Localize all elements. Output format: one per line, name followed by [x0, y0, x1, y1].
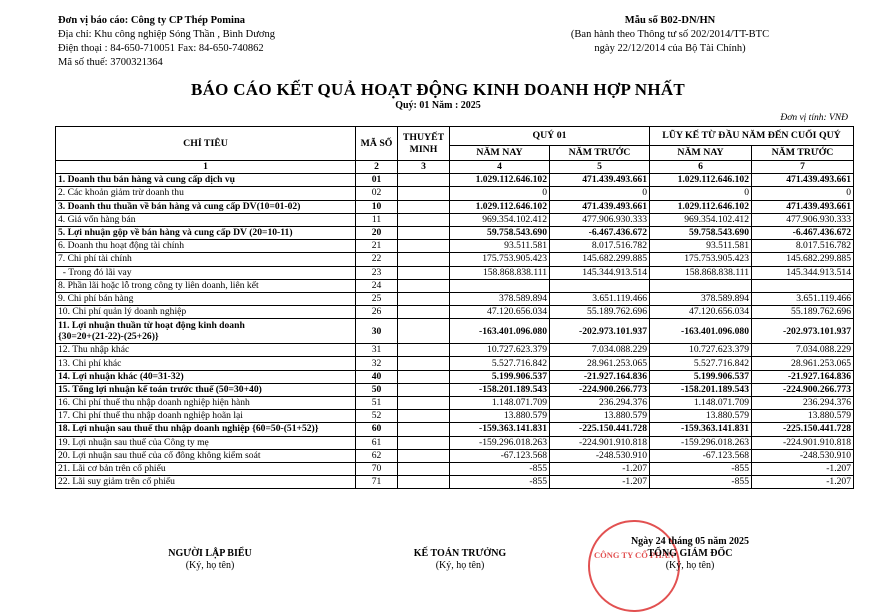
- row-ytd-previous: 145.682.299.885: [752, 253, 854, 266]
- table-row: [56, 187, 854, 200]
- row-quarter-current: 158.868.838.111: [450, 266, 550, 279]
- row-quarter-current: 1.148.071.709: [450, 397, 550, 410]
- row-note: [398, 476, 450, 489]
- row-ytd-current: 969.354.102.412: [650, 213, 752, 226]
- table-row: [56, 397, 854, 410]
- header-quy: QUÝ 01: [450, 127, 650, 146]
- row-code: 24: [356, 279, 398, 292]
- row-quarter-current: 1.029.112.646.102: [450, 174, 550, 187]
- report-title: BÁO CÁO KẾT QUẢ HOẠT ĐỘNG KINH DOANH HỢP NHẤT: [190, 80, 686, 99]
- row-ytd-previous: 8.017.516.782: [752, 240, 854, 253]
- row-ytd-current: 5.527.716.842: [650, 357, 752, 370]
- row-label: 12. Thu nhập khác: [56, 344, 356, 357]
- row-code: 31: [356, 344, 398, 357]
- row-quarter-current: -158.201.189.543: [450, 383, 550, 396]
- row-note: [398, 306, 450, 319]
- row-quarter-previous: -1.207: [550, 476, 650, 489]
- row-quarter-current: 47.120.656.034: [450, 306, 550, 319]
- row-ytd-previous: 236.294.376: [752, 397, 854, 410]
- table-row: [56, 253, 854, 266]
- row-ytd-previous: 471.439.493.661: [752, 200, 854, 213]
- row-quarter-current: 59.758.543.690: [450, 226, 550, 239]
- row-ytd-previous: -202.973.101.937: [752, 319, 854, 344]
- form-regulation-date: ngày 22/12/2014 của Bộ Tài Chính): [594, 43, 746, 54]
- row-quarter-previous: 236.294.376: [550, 397, 650, 410]
- row-note: [398, 292, 450, 305]
- row-note: [398, 266, 450, 279]
- row-ytd-previous: 471.439.493.661: [752, 174, 854, 187]
- row-ytd-current: 378.589.894: [650, 292, 752, 305]
- row-code: 21: [356, 240, 398, 253]
- row-quarter-current: 93.511.581: [450, 240, 550, 253]
- row-label: 1. Doanh thu bán hàng và cung cấp dịch vụ: [56, 174, 356, 187]
- table-row: [56, 383, 854, 396]
- col-index: 3: [398, 161, 450, 174]
- row-quarter-previous: -1.207: [550, 462, 650, 475]
- row-quarter-previous: 471.439.493.661: [550, 174, 650, 187]
- row-quarter-previous: 7.034.088.229: [550, 344, 650, 357]
- director-signature: [600, 536, 780, 572]
- row-label: 22. Lãi suy giảm trên cổ phiếu: [56, 476, 356, 489]
- table-row: [56, 279, 854, 292]
- row-note: [398, 383, 450, 396]
- row-code: 70: [356, 462, 398, 475]
- row-code: 10: [356, 200, 398, 213]
- company-address: Địa chỉ: Khu công nghiệp Sóng Thần , Bình Dương: [58, 29, 275, 40]
- row-quarter-previous: 13.880.579: [550, 410, 650, 423]
- row-label: [56, 319, 356, 344]
- table-row: [56, 266, 854, 279]
- row-ytd-current: 59.758.543.690: [650, 226, 752, 239]
- row-quarter-previous: 145.344.913.514: [550, 266, 650, 279]
- director-title: TỔNG GIÁM ĐỐC: [647, 548, 733, 559]
- preparer-note: (Ký, họ tên): [185, 560, 235, 571]
- row-label: - Trong đó lãi vay: [56, 266, 356, 279]
- row-label-line: 11. Lợi nhuận thuần từ hoạt động kinh doanh: [58, 319, 245, 331]
- row-code: 20: [356, 226, 398, 239]
- row-label: 4. Giá vốn hàng bán: [56, 213, 356, 226]
- row-quarter-previous: -248.530.910: [550, 449, 650, 462]
- row-ytd-previous: 55.189.762.696: [752, 306, 854, 319]
- row-note: [398, 436, 450, 449]
- row-ytd-previous: 13.880.579: [752, 410, 854, 423]
- row-quarter-previous: [550, 279, 650, 292]
- row-label: 10. Chi phí quản lý doanh nghiệp: [56, 306, 356, 319]
- row-label: 17. Chi phí thuế thu nhập doanh nghiệp hoãn lại: [56, 410, 356, 423]
- row-code: 60: [356, 423, 398, 436]
- table-row: [56, 174, 854, 187]
- row-label-formula: {30=20+(21-22)-(25+26)}: [58, 331, 159, 343]
- table-row: [56, 410, 854, 423]
- table-row: [56, 476, 854, 489]
- row-label: 19. Lợi nhuận sau thuế của Công ty mẹ: [56, 436, 356, 449]
- director-note: (Ký, họ tên): [665, 560, 715, 571]
- table-row: [56, 292, 854, 305]
- row-note: [398, 187, 450, 200]
- income-statement-table: [55, 126, 854, 489]
- row-label: 20. Lợi nhuận sau thuế của cổ đông không kiểm soát: [56, 449, 356, 462]
- row-ytd-current: -159.296.018.263: [650, 436, 752, 449]
- signature-date: Ngày 24 tháng 05 năm 2025: [630, 536, 750, 547]
- row-ytd-previous: [752, 279, 854, 292]
- row-ytd-previous: -224.901.910.818: [752, 436, 854, 449]
- row-quarter-previous: 3.651.119.466: [550, 292, 650, 305]
- row-quarter-previous: -6.467.436.672: [550, 226, 650, 239]
- row-quarter-current: 378.589.894: [450, 292, 550, 305]
- accountant-note: (Ký, họ tên): [435, 560, 485, 571]
- col-index: 1: [56, 161, 356, 174]
- header-thuyet-minh: THUYẾT MINH: [398, 127, 450, 161]
- row-ytd-current: -855: [650, 476, 752, 489]
- form-number: Mẫu số B02-DN/HN: [624, 15, 716, 26]
- row-code: 01: [356, 174, 398, 187]
- row-ytd-current: 1.029.112.646.102: [650, 174, 752, 187]
- col-index: 4: [450, 161, 550, 174]
- row-label: 14. Lợi nhuận khác (40=31-32): [56, 370, 356, 383]
- col-index: 7: [752, 161, 854, 174]
- col-index: 2: [356, 161, 398, 174]
- row-ytd-previous: -224.900.266.773: [752, 383, 854, 396]
- row-quarter-previous: -202.973.101.937: [550, 319, 650, 344]
- row-code: 62: [356, 449, 398, 462]
- header-chi-tieu: CHỈ TIÊU: [56, 127, 356, 161]
- company-info: [58, 14, 275, 70]
- row-ytd-previous: 7.034.088.229: [752, 344, 854, 357]
- row-note: [398, 370, 450, 383]
- row-quarter-previous: 0: [550, 187, 650, 200]
- row-ytd-previous: 0: [752, 187, 854, 200]
- row-label: 18. Lợi nhuận sau thuế thu nhập doanh nghiệp {60=50-(51+52)}: [56, 423, 356, 436]
- row-ytd-current: [650, 279, 752, 292]
- row-note: [398, 423, 450, 436]
- row-label: 21. Lãi cơ bản trên cổ phiếu: [56, 462, 356, 475]
- row-quarter-current: -67.123.568: [450, 449, 550, 462]
- row-note: [398, 449, 450, 462]
- row-code: 26: [356, 306, 398, 319]
- row-note: [398, 344, 450, 357]
- accountant-title: KẾ TOÁN TRƯỞNG: [413, 548, 507, 559]
- row-code: 22: [356, 253, 398, 266]
- row-code: 40: [356, 370, 398, 383]
- header-y-nam-truoc: NĂM TRƯỚC: [752, 146, 854, 161]
- company-phone: Điện thoại : 84-650-710051 Fax: 84-650-740862: [58, 43, 264, 54]
- row-label: 15. Tổng lợi nhuận kế toán trước thuế (50=30+40): [56, 383, 356, 396]
- row-ytd-current: 158.868.838.111: [650, 266, 752, 279]
- row-label: 8. Phần lãi hoặc lỗ trong công ty liên doanh, liên kết: [56, 279, 356, 292]
- company-tax-code: Mã số thuế: 3700321364: [58, 57, 163, 68]
- table-row: [56, 306, 854, 319]
- row-label: 5. Lợi nhuận gộp về bán hàng và cung cấp DV (20=10-11): [56, 226, 356, 239]
- row-label: 7. Chi phí tài chính: [56, 253, 356, 266]
- accountant-signature: [390, 548, 530, 572]
- row-code: 30: [356, 319, 398, 344]
- row-quarter-previous: -224.900.266.773: [550, 383, 650, 396]
- table-row: [56, 226, 854, 239]
- preparer-title: NGƯỜI LẬP BIỂU: [168, 548, 252, 559]
- row-quarter-current: -159.363.141.831: [450, 423, 550, 436]
- row-note: [398, 319, 450, 344]
- row-code: 61: [356, 436, 398, 449]
- row-ytd-previous: -225.150.441.728: [752, 423, 854, 436]
- row-ytd-previous: -1.207: [752, 476, 854, 489]
- report-period: Quý: 01 Năm : 2025: [395, 100, 481, 111]
- table-row: [56, 462, 854, 475]
- table-row: [56, 357, 854, 370]
- row-ytd-current: -159.363.141.831: [650, 423, 752, 436]
- row-label: 13. Chi phí khác: [56, 357, 356, 370]
- row-ytd-previous: -6.467.436.672: [752, 226, 854, 239]
- table-row: [56, 240, 854, 253]
- row-note: [398, 240, 450, 253]
- form-regulation: (Ban hành theo Thông tư số 202/2014/TT-BTC: [570, 29, 770, 40]
- row-label: 3. Doanh thu thuần về bán hàng và cung cấp DV(10=01-02): [56, 200, 356, 213]
- row-quarter-current: 175.753.905.423: [450, 253, 550, 266]
- table-row: [56, 344, 854, 357]
- row-quarter-current: 0: [450, 187, 550, 200]
- row-note: [398, 279, 450, 292]
- currency-unit: Đơn vị tính: VNĐ: [780, 113, 848, 123]
- row-code: 52: [356, 410, 398, 423]
- row-quarter-current: -159.296.018.263: [450, 436, 550, 449]
- header-luy-ke: LŨY KẾ TỪ ĐẦU NĂM ĐẾN CUỐI QUÝ: [650, 127, 854, 146]
- row-quarter-current: 5.527.716.842: [450, 357, 550, 370]
- row-ytd-previous: 145.344.913.514: [752, 266, 854, 279]
- row-ytd-current: -855: [650, 462, 752, 475]
- row-note: [398, 200, 450, 213]
- row-code: 25: [356, 292, 398, 305]
- table-row: [56, 423, 854, 436]
- row-ytd-current: -67.123.568: [650, 449, 752, 462]
- row-label: 6. Doanh thu hoạt động tài chính: [56, 240, 356, 253]
- row-ytd-current: 93.511.581: [650, 240, 752, 253]
- row-quarter-current: 969.354.102.412: [450, 213, 550, 226]
- table-row: [56, 213, 854, 226]
- row-quarter-previous: 471.439.493.661: [550, 200, 650, 213]
- header-y-nam-nay: NĂM NAY: [650, 146, 752, 161]
- row-label: 16. Chi phí thuế thu nhập doanh nghiệp hiện hành: [56, 397, 356, 410]
- row-quarter-previous: 8.017.516.782: [550, 240, 650, 253]
- row-ytd-current: 1.148.071.709: [650, 397, 752, 410]
- row-quarter-current: -855: [450, 462, 550, 475]
- row-quarter-previous: 28.961.253.065: [550, 357, 650, 370]
- table-row: [56, 200, 854, 213]
- row-note: [398, 357, 450, 370]
- row-ytd-previous: -1.207: [752, 462, 854, 475]
- row-ytd-previous: 28.961.253.065: [752, 357, 854, 370]
- row-ytd-current: 1.029.112.646.102: [650, 200, 752, 213]
- table-row: [56, 319, 854, 344]
- row-ytd-previous: -248.530.910: [752, 449, 854, 462]
- row-label: 9. Chi phí bán hàng: [56, 292, 356, 305]
- row-quarter-previous: -21.927.164.836: [550, 370, 650, 383]
- table-body: [56, 174, 854, 489]
- row-code: 32: [356, 357, 398, 370]
- row-ytd-current: -163.401.096.080: [650, 319, 752, 344]
- row-quarter-previous: 145.682.299.885: [550, 253, 650, 266]
- row-ytd-current: 10.727.623.379: [650, 344, 752, 357]
- row-quarter-current: 5.199.906.537: [450, 370, 550, 383]
- row-ytd-current: 0: [650, 187, 752, 200]
- row-ytd-previous: 477.906.930.333: [752, 213, 854, 226]
- row-quarter-current: 1.029.112.646.102: [450, 200, 550, 213]
- row-quarter-current: [450, 279, 550, 292]
- form-info: [520, 14, 820, 56]
- row-ytd-current: 47.120.656.034: [650, 306, 752, 319]
- row-code: 71: [356, 476, 398, 489]
- table-row: [56, 449, 854, 462]
- row-quarter-current: 10.727.623.379: [450, 344, 550, 357]
- col-index: 6: [650, 161, 752, 174]
- row-quarter-previous: -224.901.910.818: [550, 436, 650, 449]
- row-ytd-current: 13.880.579: [650, 410, 752, 423]
- header-ma-so: MÃ SỐ: [356, 127, 398, 161]
- row-quarter-current: -163.401.096.080: [450, 319, 550, 344]
- row-note: [398, 253, 450, 266]
- table-row: [56, 370, 854, 383]
- row-note: [398, 410, 450, 423]
- row-code: 51: [356, 397, 398, 410]
- row-code: 50: [356, 383, 398, 396]
- company-name: Đơn vị báo cáo: Công ty CP Thép Pomina: [58, 15, 246, 26]
- header-q-nam-truoc: NĂM TRƯỚC: [550, 146, 650, 161]
- row-quarter-current: -855: [450, 476, 550, 489]
- row-code: 02: [356, 187, 398, 200]
- row-quarter-previous: -225.150.441.728: [550, 423, 650, 436]
- row-quarter-current: 13.880.579: [450, 410, 550, 423]
- row-note: [398, 226, 450, 239]
- row-label: 2. Các khoản giảm trừ doanh thu: [56, 187, 356, 200]
- stamp-text: CÔNG TY CỔ PHẦN: [593, 550, 675, 560]
- preparer-signature: [150, 548, 270, 572]
- row-ytd-previous: 3.651.119.466: [752, 292, 854, 305]
- row-code: 23: [356, 266, 398, 279]
- row-ytd-current: -158.201.189.543: [650, 383, 752, 396]
- col-index: 5: [550, 161, 650, 174]
- row-note: [398, 462, 450, 475]
- row-ytd-previous: -21.927.164.836: [752, 370, 854, 383]
- header-q-nam-nay: NĂM NAY: [450, 146, 550, 161]
- row-note: [398, 174, 450, 187]
- row-quarter-previous: 55.189.762.696: [550, 306, 650, 319]
- row-note: [398, 397, 450, 410]
- row-ytd-current: 175.753.905.423: [650, 253, 752, 266]
- row-quarter-previous: 477.906.930.333: [550, 213, 650, 226]
- row-note: [398, 213, 450, 226]
- row-code: 11: [356, 213, 398, 226]
- table-row: [56, 436, 854, 449]
- row-ytd-current: 5.199.906.537: [650, 370, 752, 383]
